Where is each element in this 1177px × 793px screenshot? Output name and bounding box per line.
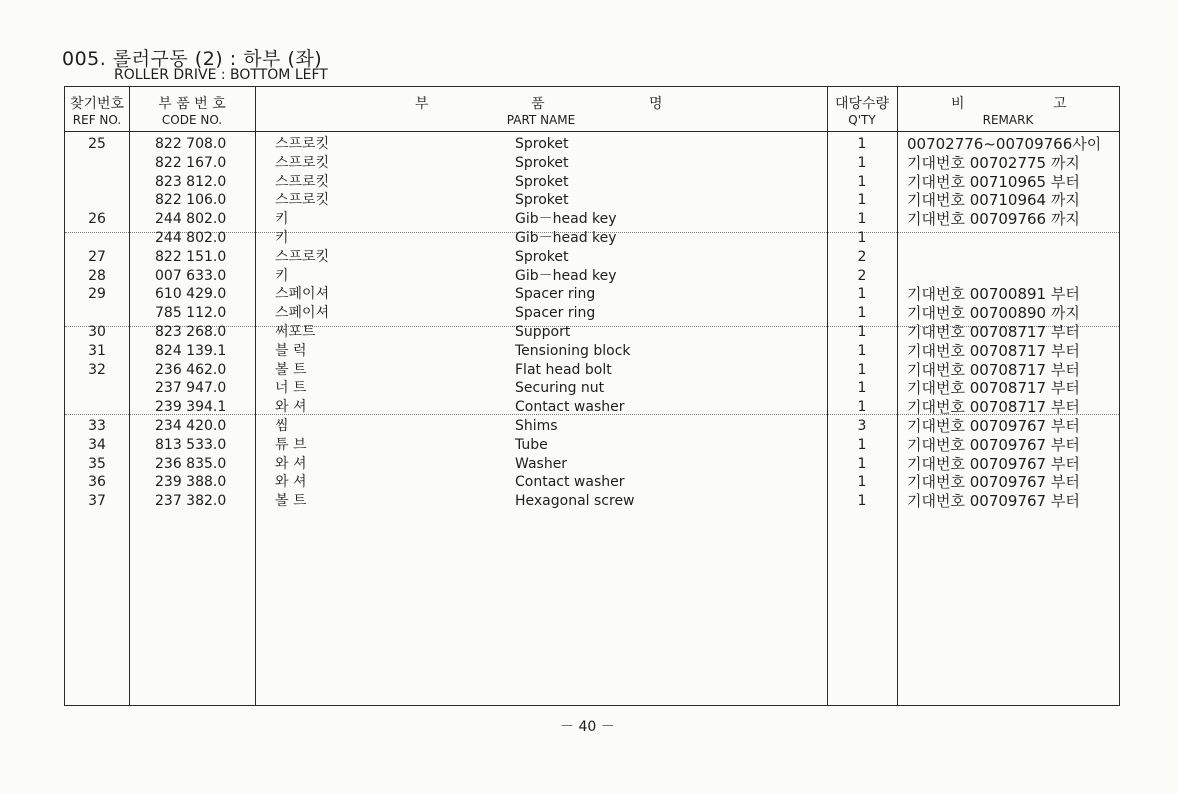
code-no-cell: 244 802.0 [155,211,227,228]
remark-cell: 기대번호 00708717 부터 [907,341,1080,360]
part-name-en-cell: Sproket [515,248,569,265]
name-header-en: PART NAME [506,113,576,127]
quantity-cell: 1 [857,361,867,378]
code-no-cell: 236 835.0 [155,455,227,472]
part-name-en-cell: Washer [515,455,568,472]
part-name-ko-cell: 스프로킷 [275,154,330,171]
part-name-en-cell: Tensioning block [515,342,631,359]
part-name-ko-cell: 스페이셔 [275,286,330,303]
quantity-cell: 1 [857,136,867,152]
part-name-ko-cell: 스프로킷 [275,192,330,209]
page-subtitle: ROLLER DRIVE : BOTTOM LEFT [114,67,328,83]
part-name-ko-cell: 키 [275,230,289,246]
part-name-ko-cell: 키 [275,211,289,228]
name-header-ko-1: 부 [415,96,429,112]
quantity-cell: 1 [857,474,867,491]
remark-header-en: REMARK [982,113,1034,127]
part-name-ko-cell: 와 셔 [275,399,307,416]
part-name-ko-cell: 스프로킷 [275,136,330,152]
code-no-cell: 236 462.0 [155,361,227,378]
remark-cell: 기대번호 00709767 부터 [907,454,1080,473]
part-name-en-cell: Securing nut [515,380,605,397]
quantity-cell: 1 [857,380,867,397]
code-no-cell: 239 388.0 [155,474,227,491]
column-divider [897,87,898,705]
code-no-cell: 244 802.0 [155,230,227,246]
qty-header-ko: 대당수량 [834,96,890,112]
part-name-ko-cell: 와 셔 [275,474,307,491]
quantity-cell: 1 [857,305,867,322]
part-name-ko-cell: 키 [275,267,289,284]
code-no-cell: 824 139.1 [155,342,227,359]
remark-cell: 기대번호 00700890 까지 [907,304,1080,323]
part-name-ko-cell: 스페이셔 [275,305,330,322]
remark-cell: 기대번호 00709767 부터 [907,473,1080,492]
code-no-cell: 237 382.0 [155,493,227,510]
remark-cell: 기대번호 00709767 부터 [907,492,1080,511]
parts-table [64,86,1120,706]
remark-cell: 기대번호 00709767 부터 [907,417,1080,435]
name-header-ko-3: 명 [649,96,663,112]
part-name-en-cell: Contact washer [515,474,625,491]
part-name-ko-cell: 튜 브 [275,436,307,453]
code-no-cell: 823 812.0 [155,173,227,190]
remark-cell: 기대번호 00708717 부터 [907,379,1080,398]
code-no-cell: 822 708.0 [155,136,227,152]
quantity-cell: 1 [857,455,867,472]
part-name-en-cell: Gib－head key [515,267,617,284]
remark-cell: 기대번호 00708717 부터 [907,360,1080,379]
part-name-en-cell: Spacer ring [515,286,596,303]
quantity-cell: 1 [857,399,867,416]
ref-no-cell: 37 [88,493,106,510]
quantity-cell: 1 [857,173,867,190]
name-header-ko-2: 품 [531,96,545,112]
ref-header-en: REF NO. [72,113,122,127]
part-name-ko-cell: 스프로킷 [275,173,330,190]
code-no-cell: 234 420.0 [155,418,227,434]
part-name-ko-cell: 와 셔 [275,455,307,472]
code-no-cell: 822 167.0 [155,154,227,171]
remark-cell: 기대번호 00700891 부터 [907,285,1080,304]
part-name-en-cell: Gib－head key [515,230,617,246]
part-name-en-cell: Shims [515,418,558,434]
quantity-cell: 1 [857,192,867,209]
ref-no-cell: 35 [88,455,106,472]
qty-header-en: Q'TY [848,113,876,127]
part-name-ko-cell: 볼 트 [275,361,307,378]
part-name-en-cell: Contact washer [515,399,625,416]
remark-cell: 기대번호 00708717 부터 [907,323,1080,341]
ref-header-ko: 찾기번호 [69,96,125,112]
quantity-cell: 1 [857,211,867,228]
header-divider [65,131,1119,132]
ref-no-cell: 26 [88,211,106,228]
code-no-cell: 239 394.1 [155,399,227,416]
column-divider [129,87,130,705]
ref-no-cell: 32 [88,361,106,378]
part-name-ko-cell: 볼 트 [275,493,307,510]
quantity-cell: 1 [857,286,867,303]
code-header-en: CODE NO. [161,113,223,127]
ref-no-cell: 36 [88,474,106,491]
quantity-cell: 1 [857,230,867,246]
ref-no-cell: 34 [88,436,106,453]
remark-cell: 기대번호 00709767 부터 [907,435,1080,454]
quantity-cell: 3 [857,418,867,434]
ref-no-cell: 33 [88,418,106,434]
part-name-en-cell: Gib－head key [515,211,617,228]
remark-cell: 기대번호 00702775 까지 [907,153,1080,172]
remark-cell: 기대번호 00710965 부터 [907,172,1080,191]
code-no-cell: 813 533.0 [155,436,227,453]
quantity-cell: 1 [857,342,867,359]
page-title: 005. 롤러구동 (2) : 하부 (좌) [62,48,323,70]
code-no-cell: 822 151.0 [155,248,227,265]
ref-no-cell: 30 [88,324,106,340]
part-name-en-cell: Sproket [515,173,569,190]
part-name-ko-cell: 써포트 [275,324,316,340]
part-name-ko-cell: 너 트 [275,380,307,397]
part-name-en-cell: Support [515,324,571,340]
remark-cell: 00702776~00709766사이 [907,135,1102,153]
column-divider [255,87,256,705]
part-name-en-cell: Sproket [515,154,569,171]
ref-no-cell: 28 [88,267,106,284]
remark-cell: 기대번호 00710964 까지 [907,191,1080,210]
part-name-en-cell: Spacer ring [515,305,596,322]
quantity-cell: 1 [857,493,867,510]
code-header-ko: 부 품 번 호 [158,96,226,112]
part-name-en-cell: Sproket [515,192,569,209]
code-no-cell: 610 429.0 [155,286,227,303]
code-no-cell: 237 947.0 [155,380,227,397]
quantity-cell: 1 [857,436,867,453]
code-no-cell: 785 112.0 [155,305,227,322]
quantity-cell: 2 [857,267,867,284]
quantity-cell: 2 [857,248,867,265]
ref-no-cell: 31 [88,342,106,359]
part-name-ko-cell: 씸 [275,418,289,434]
part-name-en-cell: Flat head bolt [515,361,612,378]
ref-no-cell: 27 [88,248,106,265]
code-no-cell: 007 633.0 [155,267,227,284]
ref-no-cell: 29 [88,286,106,303]
quantity-cell: 1 [857,154,867,171]
part-name-en-cell: Hexagonal screw [515,493,635,510]
part-name-ko-cell: 스프로킷 [275,248,330,265]
remark-cell: 기대번호 00709766 까지 [907,210,1080,229]
code-no-cell: 822 106.0 [155,192,227,209]
part-name-en-cell: Tube [515,436,548,453]
part-name-ko-cell: 블 럭 [275,342,307,359]
quantity-cell: 1 [857,324,867,340]
part-name-en-cell: Sproket [515,136,569,152]
remark-header-ko-1: 비 [951,96,965,112]
code-no-cell: 823 268.0 [155,324,227,340]
remark-header-ko-2: 고 [1053,96,1067,112]
page-number: － 40 － [560,719,615,735]
ref-no-cell: 25 [88,136,106,152]
remark-cell: 기대번호 00708717 부터 [907,398,1080,417]
